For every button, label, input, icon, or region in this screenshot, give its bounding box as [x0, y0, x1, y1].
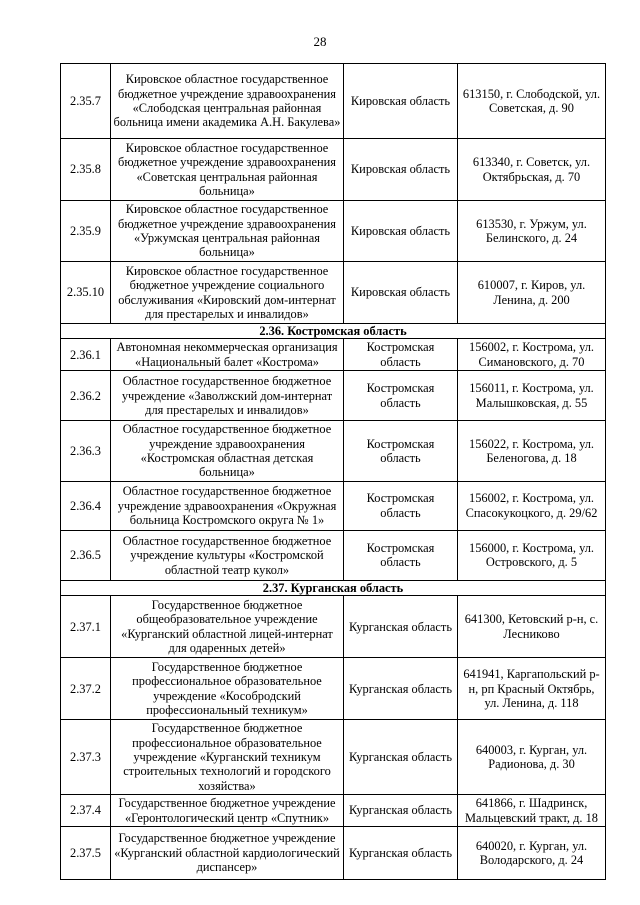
row-number-cell: 2.35.9: [61, 201, 111, 262]
region-cell: Курганская область: [344, 795, 458, 827]
organization-name-cell: Областное государственное бюджетное учреждение культуры «Костромской областной театр кукол»: [111, 530, 344, 580]
row-number-cell: 2.37.2: [61, 658, 111, 720]
row-number-cell: 2.35.7: [61, 64, 111, 139]
organization-name-cell: Областное государственное бюджетное учреждение здравоохранения «Костромская областная детская больница»: [111, 421, 344, 482]
address-cell: 613530, г. Уржум, ул. Белинского, д. 24: [458, 201, 606, 262]
section-row: [61, 580, 606, 595]
row-number-cell: 2.37.1: [61, 596, 111, 658]
address-cell: 640003, г. Курган, ул. Радионова, д. 30: [458, 720, 606, 795]
section-title: 2.37. Курганская область: [61, 580, 606, 595]
row-number-cell: 2.36.4: [61, 481, 111, 530]
row-number-cell: 2.37.5: [61, 827, 111, 880]
section-title: 2.36. Костромская область: [61, 324, 606, 339]
registry-table: [60, 63, 606, 880]
organization-name-cell: Кировское областное государственное бюджетное учреждение здравоохранения «Слободская центральная районная больница имени академика А.Н. Бакулева»: [111, 64, 344, 139]
region-cell: Курганская область: [344, 827, 458, 880]
table-row: [61, 371, 606, 421]
organization-name-cell: Государственное бюджетное учреждение «Геронтологический центр «Спутник»: [111, 795, 344, 827]
row-number-cell: 2.37.3: [61, 720, 111, 795]
table-row: [61, 596, 606, 658]
organization-name-cell: Кировское областное государственное бюджетное учреждение здравоохранения «Советская центральная районная больница»: [111, 139, 344, 201]
page-number: 28: [313, 34, 327, 49]
organization-name-cell: Государственное бюджетное учреждение «Курганский областной кардиологический диспансер»: [111, 827, 344, 880]
address-cell: 156002, г. Кострома, ул. Симановского, д. 70: [458, 339, 606, 371]
table-row: [61, 421, 606, 482]
row-number-cell: 2.36.5: [61, 530, 111, 580]
row-number-cell: 2.36.2: [61, 371, 111, 421]
region-cell: Костромская область: [344, 421, 458, 482]
table-row: [61, 339, 606, 371]
row-number-cell: 2.35.8: [61, 139, 111, 201]
address-cell: 641300, Кетовский р-н, с. Лесниково: [458, 596, 606, 658]
region-cell: Кировская область: [344, 139, 458, 201]
organization-name-cell: Автономная некоммерческая организация «Национальный балет «Кострома»: [111, 339, 344, 371]
region-cell: Костромская область: [344, 530, 458, 580]
address-cell: 156022, г. Кострома, ул. Беленогова, д. 18: [458, 421, 606, 482]
organization-name-cell: Кировское областное государственное бюджетное учреждение социального обслуживания «Кировский дом-интернат для престарелых и инвалидов»: [111, 262, 344, 324]
address-cell: 156000, г. Кострома, ул. Островского, д. 5: [458, 530, 606, 580]
address-cell: 613150, г. Слободской, ул. Советская, д. 90: [458, 64, 606, 139]
table-row: [61, 658, 606, 720]
table-row: [61, 201, 606, 262]
organization-name-cell: Областное государственное бюджетное учреждение «Заволжский дом-интернат для престарелых и инвалидов»: [111, 371, 344, 421]
address-cell: 610007, г. Киров, ул. Ленина, д. 200: [458, 262, 606, 324]
address-cell: 156011, г. Кострома, ул. Малышковская, д. 55: [458, 371, 606, 421]
table-row: [61, 720, 606, 795]
table-row: [61, 481, 606, 530]
organization-name-cell: Государственное бюджетное профессиональное образовательное учреждение «Кособродский профессиональный техникум»: [111, 658, 344, 720]
organization-name-cell: Областное государственное бюджетное учреждение здравоохранения «Окружная больница Костромского округа № 1»: [111, 481, 344, 530]
table-row: [61, 827, 606, 880]
table-row: [61, 530, 606, 580]
organization-name-cell: Государственное бюджетное профессиональное образовательное учреждение «Курганский техникум строительных технологий и городского хозяйства»: [111, 720, 344, 795]
organization-name-cell: Государственное бюджетное общеобразовательное учреждение «Курганский областной лицей-интернат для одаренных детей»: [111, 596, 344, 658]
region-cell: Курганская область: [344, 658, 458, 720]
address-cell: 613340, г. Советск, ул. Октябрьская, д. 70: [458, 139, 606, 201]
region-cell: Курганская область: [344, 720, 458, 795]
region-cell: Костромская область: [344, 481, 458, 530]
row-number-cell: 2.36.3: [61, 421, 111, 482]
region-cell: Кировская область: [344, 201, 458, 262]
address-cell: 156002, г. Кострома, ул. Спасокукоцкого, д. 29/62: [458, 481, 606, 530]
address-cell: 641866, г. Шадринск, Мальцевский тракт, д. 18: [458, 795, 606, 827]
region-cell: Костромская область: [344, 339, 458, 371]
table-row: [61, 795, 606, 827]
section-row: [61, 324, 606, 339]
table-row: [61, 64, 606, 139]
row-number-cell: 2.36.1: [61, 339, 111, 371]
address-cell: 640020, г. Курган, ул. Володарского, д. 24: [458, 827, 606, 880]
region-cell: Курганская область: [344, 596, 458, 658]
region-cell: Кировская область: [344, 64, 458, 139]
address-cell: 641941, Каргапольский р-н, рп Красный Октябрь, ул. Ленина, д. 118: [458, 658, 606, 720]
table-row: [61, 262, 606, 324]
row-number-cell: 2.37.4: [61, 795, 111, 827]
organization-name-cell: Кировское областное государственное бюджетное учреждение здравоохранения «Уржумская центральная районная больница»: [111, 201, 344, 262]
row-number-cell: 2.35.10: [61, 262, 111, 324]
region-cell: Костромская область: [344, 371, 458, 421]
region-cell: Кировская область: [344, 262, 458, 324]
table-row: [61, 139, 606, 201]
